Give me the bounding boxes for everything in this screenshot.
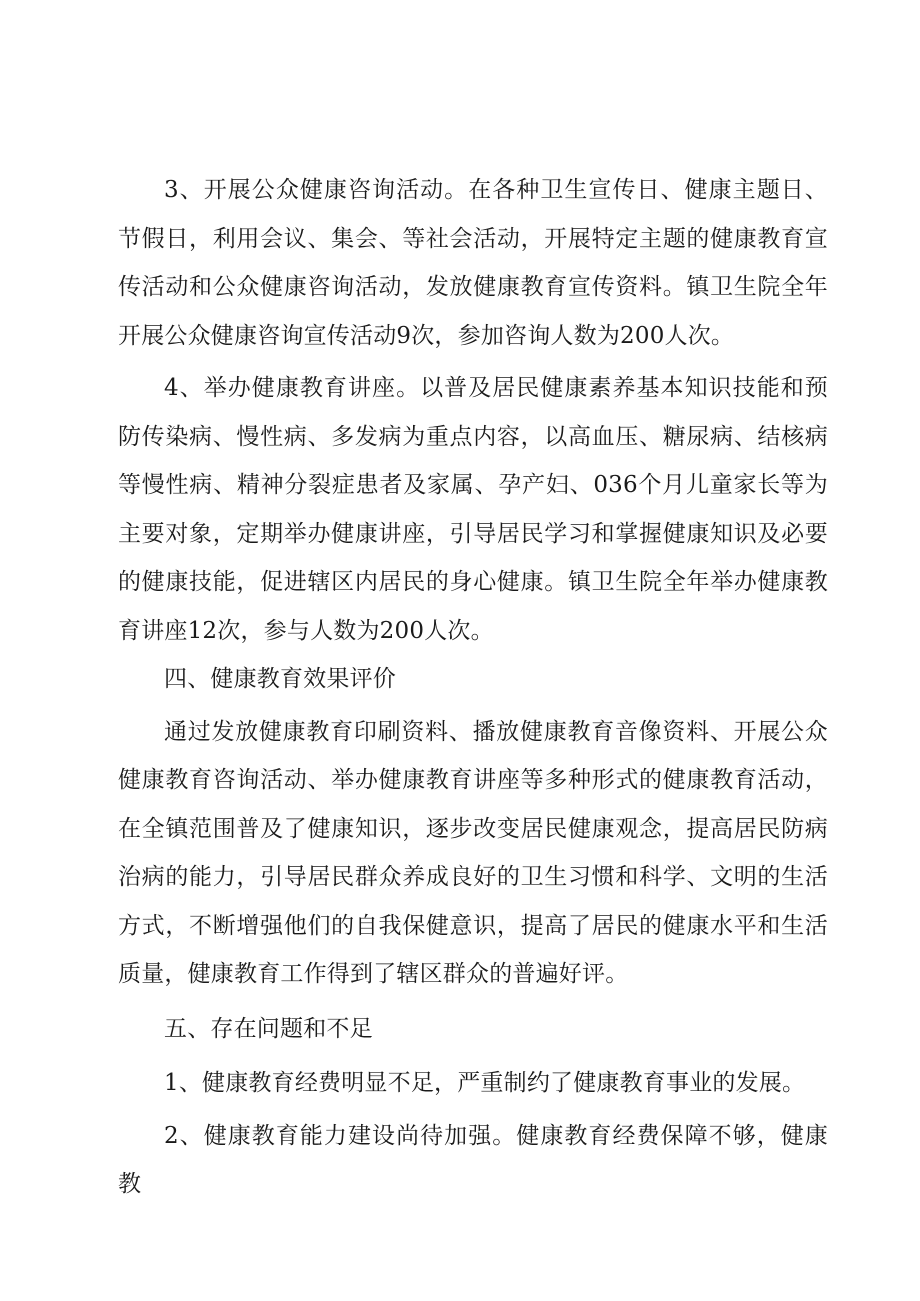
paragraph-consultation-activities: 3、开展公众健康咨询活动。在各种卫生宣传日、健康主题日、节假日，利用会议、集会、等社会活动，开展特定主题的健康教育宣传活动和公众健康咨询活动，发放健康教育宣传资料。镇卫生院全年开展公众健康咨询宣传活动9次，参加咨询人数为200人次。 [118, 177, 828, 349]
paragraph-evaluation: 通过发放健康教育印刷资料、播放健康教育音像资料、开展公众健康教育咨询活动、举办健康教育讲座等多种形式的健康教育活动，在全镇范围普及了健康知识，逐步改变居民健康观念，提高居民防病治病的能力，引导居民群众养成良好的卫生习惯和科学、文明的生活方式，不断增强他们的自我保健意识，提高了居民的健康水平和生活质量，健康教育工作得到了辖区群众的普遍好评。 [118, 718, 828, 987]
document-body [118, 166, 828, 1209]
section-heading-evaluation: 四、健康教育效果评价 [164, 666, 396, 692]
section-heading-problems: 五、存在问题和不足 [164, 1015, 373, 1042]
paragraph-health-lectures: 4、举办健康教育讲座。以普及居民健康素养基本知识技能和预防传染病、慢性病、多发病为重点内容，以高血压、糖尿病、结核病等慢性病、精神分裂症患者及家属、孕产妇、036个月儿童家长等为主要对象，定期举办健康讲座，引导居民学习和掌握健康知识及必要的健康技能，促进辖区内居民的身心健康。镇卫生院全年举办健康教育讲座12次，参与人数为200人次。 [118, 375, 828, 644]
paragraph-problem-2: 2、健康教育能力建设尚待加强。健康教育经费保障不够，健康教 [118, 1122, 828, 1197]
paragraph-problem-1: 1、健康教育经费明显不足，严重制约了健康教育事业的发展。 [164, 1070, 806, 1096]
